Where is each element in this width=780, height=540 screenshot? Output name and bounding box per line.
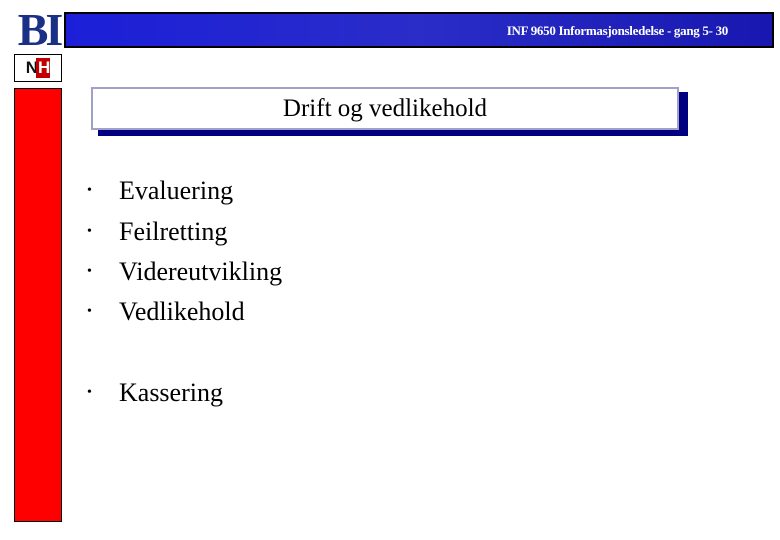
list-item-label: Feilretting — [119, 217, 228, 246]
nhh-logo-left: N — [25, 58, 36, 77]
list-item-label: Videreutvikling — [119, 257, 283, 286]
list-item — [86, 378, 223, 408]
list-item — [86, 257, 282, 287]
course-title: INF 9650 Informasjonsledelse - gang 5- 30 — [506, 23, 728, 38]
list-item-label: Vedlikehold — [119, 297, 245, 326]
list-item-label: Evaluering — [119, 176, 234, 205]
list-item-label: Kassering — [119, 378, 223, 407]
list-item — [86, 176, 233, 206]
bullet-icon: • — [87, 264, 92, 279]
list-item — [86, 297, 245, 327]
nhh-logo-right: H — [38, 58, 49, 77]
bullet-icon: • — [87, 385, 92, 400]
side-red-bar — [14, 88, 62, 522]
nhh-logo — [14, 54, 62, 82]
header-bar — [64, 12, 774, 48]
slide-title: Drift og vedlikehold — [91, 87, 679, 130]
bullet-icon: • — [87, 183, 92, 198]
bullet-icon: • — [87, 304, 92, 319]
bullet-icon: • — [87, 224, 92, 239]
list-item — [86, 217, 227, 247]
bi-logo: BI — [17, 3, 61, 55]
